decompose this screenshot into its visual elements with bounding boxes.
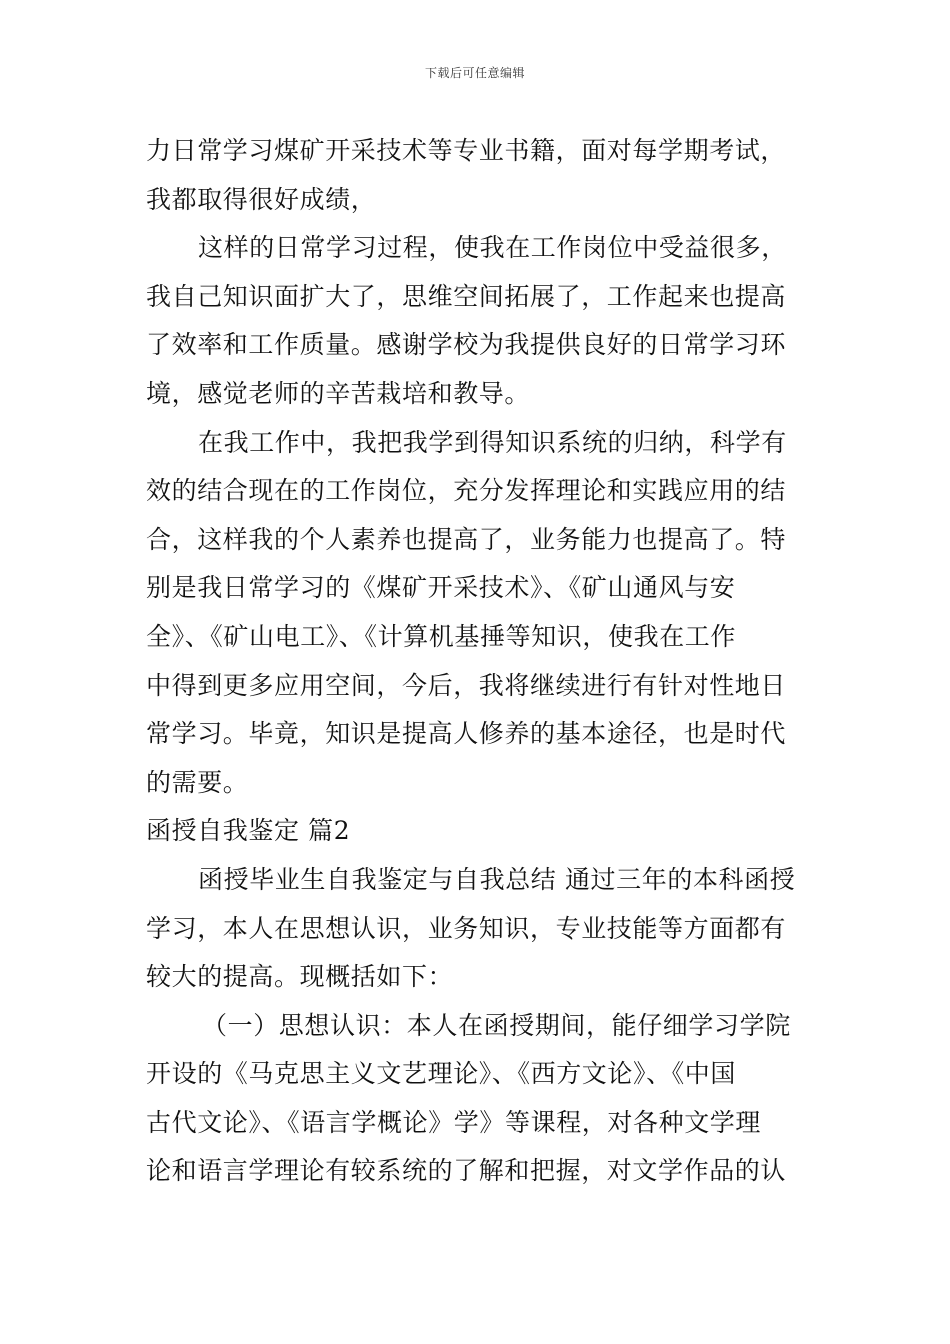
text-line: 的需要。 — [146, 767, 249, 797]
text-line: 较大的提高。现概括如下： — [146, 962, 454, 992]
text-line: 别是我日常学习的《煤矿开采技术》、《矿山通风与安 — [146, 573, 736, 603]
paragraph-first-line: （一）思想认识：本人在函授期间，能仔细学习学院 — [202, 1010, 791, 1040]
text-line: 论和语言学理论有较系统的了解和把握，对文学作品的认 — [146, 1156, 787, 1186]
text-line: 开设的《马克思主义文艺理论》、《西方文论》、《中国 — [146, 1059, 737, 1089]
header-note: 下载后可任意编辑 — [424, 66, 525, 80]
text-line: 境，感觉老师的辛苦栽培和教导。 — [146, 378, 531, 408]
text-line: 合，这样我的个人素养也提高了，业务能力也提高了。特 — [146, 524, 787, 554]
paragraph-first-line: 在我工作中，我把我学到得知识系统的归纳，科学有 — [198, 427, 787, 457]
text-line: 中得到更多应用空间，今后，我将继续进行有针对性地日 — [146, 670, 787, 700]
section-heading: 函授自我鉴定 篇2 — [146, 816, 351, 846]
text-line: 古代文论》、《语言学概论》学》等课程，对各种文学理 — [146, 1107, 762, 1137]
text-line: 我自己知识面扩大了，思维空间拓展了，工作起来也提高 — [146, 281, 787, 311]
paragraph-first-line: 这样的日常学习过程，使我在工作岗位中受益很多， — [198, 233, 787, 263]
paragraph-first-line: 函授毕业生自我鉴定与自我总结 通过三年的本科函授 — [198, 864, 796, 894]
text-line: 学习，本人在思想认识，业务知识，专业技能等方面都有 — [146, 913, 787, 943]
document-body — [146, 127, 806, 1196]
text-line: 了效率和工作质量。感谢学校为我提供良好的日常学习环 — [146, 330, 787, 360]
text-line: 力日常学习煤矿开采技术等专业书籍，面对每学期考试， — [146, 136, 787, 165]
text-line: 我都取得很好成绩， — [146, 184, 377, 214]
text-line: 效的结合现在的工作岗位，充分发挥理论和实践应用的结 — [146, 476, 787, 506]
text-line: 全》、《矿山电工》、《计算机基捶等知识，使我在工作 — [146, 621, 737, 651]
text-line: 常学习。毕竟，知识是提高人修养的基本途径，也是时代 — [146, 719, 787, 749]
